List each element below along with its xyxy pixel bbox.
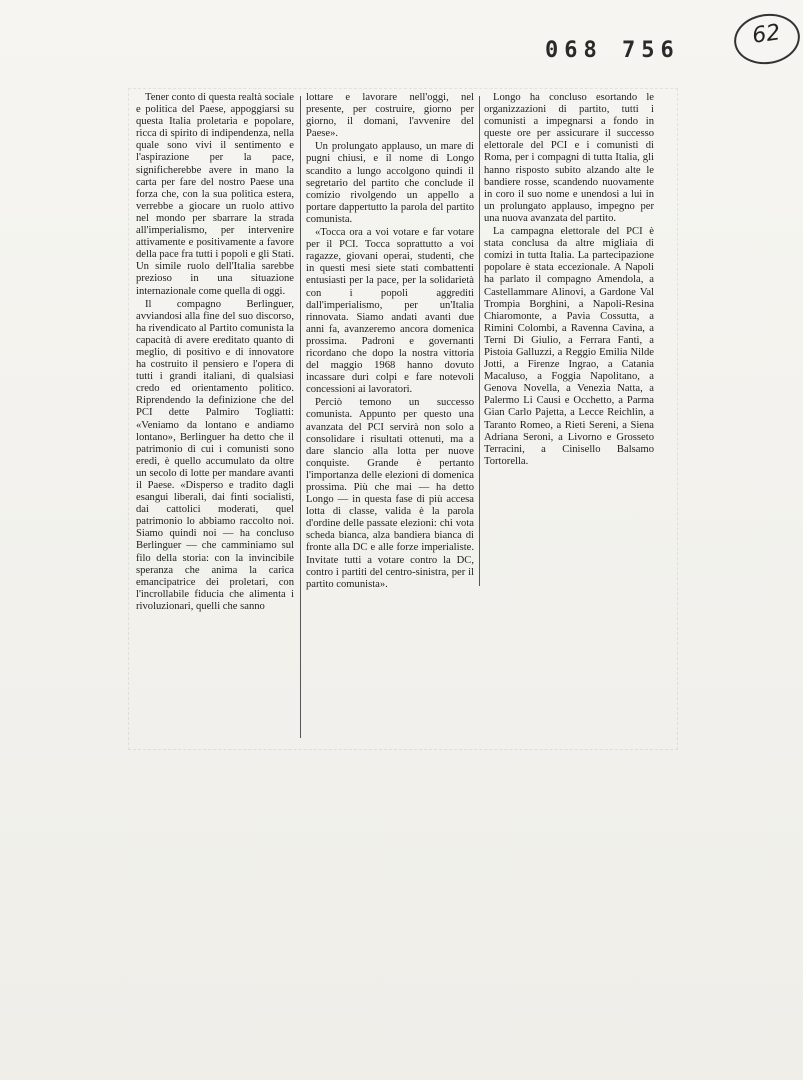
- article-column-1: [136, 92, 294, 613]
- paragraph: Perciò temono un successo comunista. Appunto per questo una avanzata del PCI servirà non solo a consolidare i risultati ottenuti, ma a dare slancio alla lotta per nuove conquiste. Grande è pertanto l'importanza delle elezioni di domenica prossima. Più che mai — ha detto Longo — in questa fase di più accesa lotta di classe, valida è la parola d'ordine delle passate elezioni: chi vota scheda bianca, alza bandiera bianca di fronte alla DC e alle forze imperialiste. Invitate tutti a votare contro la DC, contro i partiti del centro-sinistra, per il partito comunista».: [306, 397, 474, 590]
- archive-number: 068 756: [545, 38, 680, 63]
- article-column-2: [306, 92, 474, 591]
- page-number-circle: [731, 10, 803, 69]
- column-divider: [300, 96, 301, 738]
- paragraph: lottare e lavorare nell'oggi, nel presente, per costruire, giorno per giorno, il domani, l'avvenire del Paese».: [306, 92, 474, 140]
- column-divider: [479, 96, 480, 586]
- paragraph: Un prolungato applauso, un mare di pugni chiusi, e il nome di Longo scandito a lungo accolgono quindi il segretario del partito che conclude il comizio rivolgendo un appello a portare dappertutto la parola del partito comunista.: [306, 141, 474, 225]
- paragraph: Il compagno Berlinguer, avviandosi alla fine del suo discorso, ha rivendicato al Partito comunista la capacità di avere ereditato quanto di meglio, di positivo e di innovatore ha costruito il pensiero e l'opera di tutti i grandi italiani, di qualsiasi credo ed orientamento politico. Riprendendo la definizione che del PCI dette Palmiro Togliatti: «Veniamo da lontano e andiamo lontano», Berlinguer ha detto che il patrimonio di cui i comunisti sono eredi, è quello accumulato da oltre un secolo di lotte per mandare avanti il Paese. «Disperso e tradito dagli esangui liberali, dai finti socialisti, dai cattolici moderati, quel patrimonio lo abbiamo raccolto noi. Siamo quindi noi — ha concluso Berlinguer — che camminiamo sul filo della storia: con la invincibile speranza che anima la carica emancipatrice dei proletari, con l'incrollabile fiducia che alimenta i rivoluzionari, quelli che sanno: [136, 298, 294, 612]
- paragraph: Tener conto di questa realtà sociale e politica del Paese, appoggiarsi su questa Italia proletaria e popolare, ricca di spirito di indipendenza, nella quale sono vivi il sentimento e l'aspirazione per la pace, significherebbe avere in mano la carta per fare del nostro Paese una forza che, con la sua politica estera, verrebbe a giocare un ruolo attivo nel mondo per sbarrare la strada all'imperialismo, per intervenire attivamente e positivamente a favore della pace fra tutti i popoli e gli Stati. Un simile ruolo dell'Italia sarebbe prezioso in una situazione internazionale come quella di oggi.: [136, 92, 294, 297]
- paragraph: La campagna elettorale del PCI è stata conclusa da altre migliaia di comizi in tutta Italia. La partecipazione popolare è stata eccezionale. A Napoli ha parlato il compagno Amendola, a Castellammare Alinovi, a Gardone Val Trompia Borghini, a Napoli-Resina Chiaromonte, a Pavia Cossutta, a Rimini Colombi, a Ravenna Cavina, a Terni Di Giulio, a Ferrara Fanti, a Pistoia Galluzzi, a Reggio Emilia Nilde Jotti, a Firenze Ingrao, a Catania Macaluso, a Foggia Napolitano, a Genova Novella, a Venezia Natta, a Palermo Li Causi e Occhetto, a Parma Gian Carlo Pajetta, a Lecce Reichlin, a Taranto Romeo, a Rieti Sereni, a Siena Adriana Seroni, a Livorno e Grosseto Terracini, a Cinisello Balsamo Tortorella.: [484, 226, 654, 467]
- page-number: 62: [750, 20, 782, 49]
- paragraph: Longo ha concluso esortando le organizzazioni di partito, tutti i comunisti a impegnarsi a fondo in queste ore per assicurare il successo elettorale del PCI e i comunisti di Roma, per i compagni di tutta Italia, gli hanno risposto subito alzando alte le bandiere rosse, scandendo nuovamente in coro il suo nome e unendosi a lui in un prolungato applauso, impegno per una nuova avanzata del partito.: [484, 92, 654, 224]
- paragraph: «Tocca ora a voi votare e far votare per il PCI. Tocca soprattutto a voi ragazze, giovani operai, studenti, che in questi mesi siete stati combattenti entusiasti per la pace, per la solidarietà con i popoli aggrediti dall'imperialismo, per un'Italia rinnovata. Siamo andati avanti due anni fa, avanzeremo ancora domenica prossima. Padroni e governanti ricordano che dopo la nostra vittoria del maggio 1968 hanno dovuto incassare duri colpi e fare notevoli concessioni ai lavoratori.: [306, 227, 474, 396]
- article-column-3: [484, 92, 654, 468]
